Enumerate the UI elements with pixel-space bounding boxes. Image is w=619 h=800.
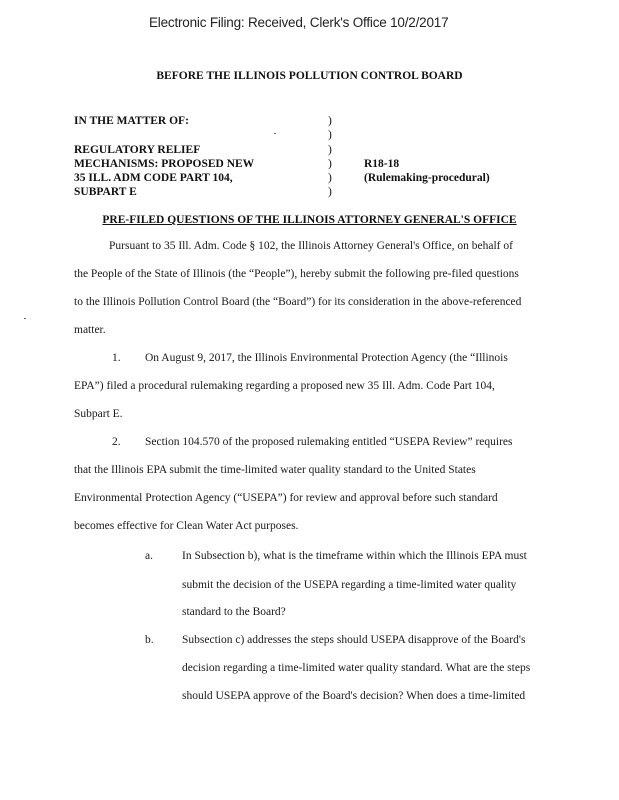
paragraph-line: should USEPA approve of the Board's decision? When does a time-limited <box>182 690 526 702</box>
paragraph-line: that the Illinois EPA submit the time-limited water quality standard to the United States <box>74 464 476 476</box>
paragraph-line: Pursuant to 35 Ill. Adm. Code § 102, the Illinois Attorney General's Office, on behalf of <box>109 240 513 252</box>
paragraph-line: to the Illinois Pollution Control Board (the “Board”) for its consideration in the above-referenced <box>74 296 522 308</box>
subitem-label: b. <box>145 634 154 646</box>
paragraph-line: the People of the State of Illinois (the “People”), hereby submit the following pre-filed questions <box>74 268 519 280</box>
paragraph-line: becomes effective for Clean Water Act purposes. <box>74 520 299 532</box>
paragraph-line: In Subsection b), what is the timeframe within which the Illinois EPA must <box>182 550 527 562</box>
paragraph-line: standard to the Board? <box>182 606 286 618</box>
paragraph-line: Subsection c) addresses the steps should USEPA disapprove of the Board's <box>182 634 526 646</box>
paragraph-line: On August 9, 2017, the Illinois Environmental Protection Agency (the “Illinois <box>145 352 508 364</box>
item-number: 1. <box>112 352 121 364</box>
caption-paren: ) <box>328 115 332 127</box>
subitem-label: a. <box>145 550 153 562</box>
paragraph-line: EPA”) filed a procedural rulemaking regarding a proposed new 35 Ill. Adm. Code Part 104, <box>74 380 495 392</box>
paragraph-line: Environmental Protection Agency (“USEPA”) for review and approval before such standard <box>74 492 498 504</box>
caption-paren: ) <box>328 158 332 170</box>
paragraph-line: submit the decision of the USEPA regarding a time-limited water quality <box>182 579 517 591</box>
paragraph-line: matter. <box>74 324 106 336</box>
document-heading: PRE-FILED QUESTIONS OF THE ILLINOIS ATTORNEY GENERAL'S OFFICE <box>102 214 517 226</box>
item-number: 2. <box>112 436 121 448</box>
caption-paren: ) <box>328 129 332 141</box>
caption-line: MECHANISMS: PROPOSED NEW <box>74 158 255 170</box>
document-title: BEFORE THE ILLINOIS POLLUTION CONTROL BOARD <box>156 70 463 82</box>
scan-speck <box>24 318 26 319</box>
caption-line: REGULATORY RELIEF <box>74 144 201 156</box>
caption-paren: ) <box>328 144 332 156</box>
caption-paren: ) <box>328 172 332 184</box>
caption-paren: ) <box>328 186 332 198</box>
paragraph-line: decision regarding a time-limited water quality standard. What are the steps <box>182 662 531 674</box>
caption-line: SUBPART E <box>74 186 137 198</box>
caption-line: 35 ILL. ADM CODE PART 104, <box>74 172 233 184</box>
docket-type: (Rulemaking-procedural) <box>364 172 490 184</box>
caption-line: IN THE MATTER OF: <box>74 115 189 127</box>
scan-speck <box>274 133 276 134</box>
docket-number: R18-18 <box>364 158 400 170</box>
paragraph-line: Section 104.570 of the proposed rulemaking entitled “USEPA Review” requires <box>145 436 513 448</box>
filing-stamp: Electronic Filing: Received, Clerk's Office 10/2/2017 <box>149 15 449 30</box>
paragraph-line: Subpart E. <box>74 408 123 420</box>
